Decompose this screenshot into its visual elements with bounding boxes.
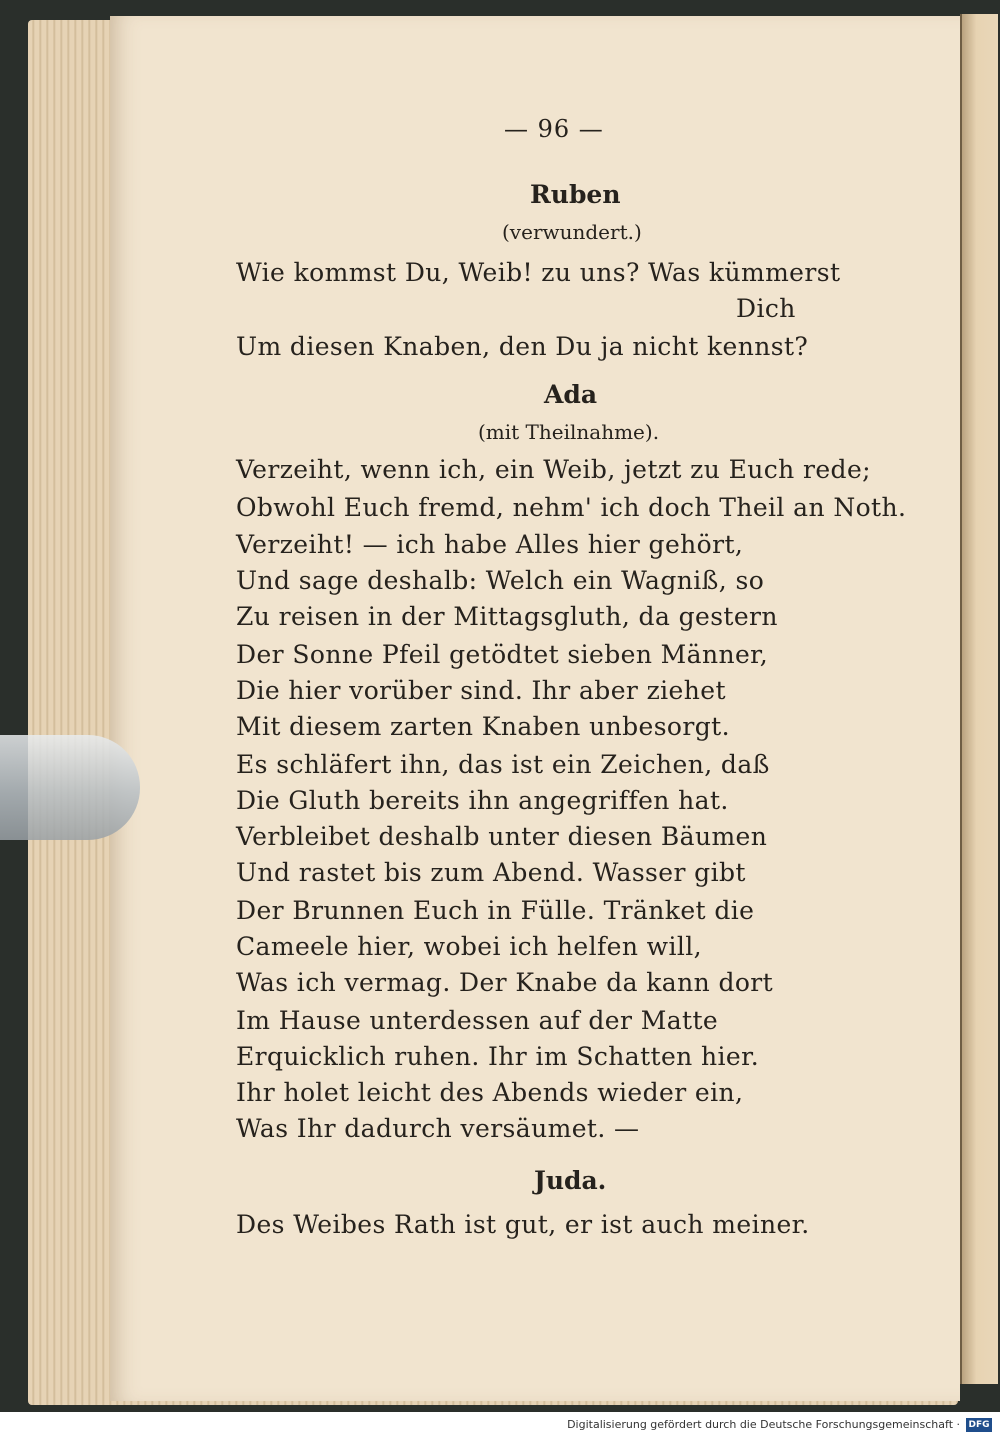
verse-line: Um diesen Knaben, den Du ja nicht kennst? [236,332,809,361]
verse-line: Der Sonne Pfeil getödtet sieben Männer, [236,640,769,669]
verse-line: Was ich vermag. Der Knabe da kann dort [236,968,774,997]
verse-line: Der Brunnen Euch in Fülle. Tränket die [236,896,755,925]
verse-line: Obwohl Euch fremd, nehm' ich doch Theil an Noth. [236,493,907,522]
speaker-ruben: Ruben [530,180,621,209]
verse-line: Es schläfert ihn, das ist ein Zeichen, daß [236,750,770,779]
stage-direction-ruben: (verwundert.) [502,220,642,244]
verse-line: Im Hause unterdessen auf der Matte [236,1006,719,1035]
verse-line: Die Gluth bereits ihn angegriffen hat. [236,786,729,815]
dfg-logo: DFG [966,1418,992,1432]
verse-line: Dich [736,294,796,323]
verse-line: Erquicklich ruhen. Ihr im Schatten hier. [236,1042,760,1071]
verse-line: Die hier vorüber sind. Ihr aber ziehet [236,676,726,705]
next-page-edge [960,14,998,1384]
verse-line: Was Ihr dadurch versäumet. — [236,1114,640,1143]
verse-line: Wie kommst Du, Weib! zu uns? Was kümmerst [236,258,841,287]
verse-line: Und sage deshalb: Welch ein Wagniß, so [236,566,765,595]
verse-line: Ihr holet leicht des Abends wieder ein, [236,1078,744,1107]
page-clip [0,735,140,840]
verse-line: Verzeiht, wenn ich, ein Weib, jetzt zu Euch rede; [236,455,871,484]
speaker-juda: Juda. [534,1166,607,1195]
verse-line: Verzeiht! — ich habe Alles hier gehört, [236,530,744,559]
footer-bar [0,1412,1000,1440]
verse-line: Mit diesem zarten Knaben unbesorgt. [236,712,730,741]
verse-line: Cameele hier, wobei ich helfen will, [236,932,703,961]
footer-credit: Digitalisierung gefördert durch die Deutsche Forschungsgemeinschaft · [567,1418,960,1431]
verse-line: Des Weibes Rath ist gut, er ist auch meiner. [236,1210,810,1239]
page-number: — 96 — [504,115,604,143]
speaker-ada: Ada [544,380,598,409]
verse-line: Zu reisen in der Mittagsgluth, da gestern [236,602,778,631]
stage-direction-ada: (mit Theilnahme). [478,420,660,444]
verse-line: Und rastet bis zum Abend. Wasser gibt [236,858,746,887]
verse-line: Verbleibet deshalb unter diesen Bäumen [236,822,768,851]
